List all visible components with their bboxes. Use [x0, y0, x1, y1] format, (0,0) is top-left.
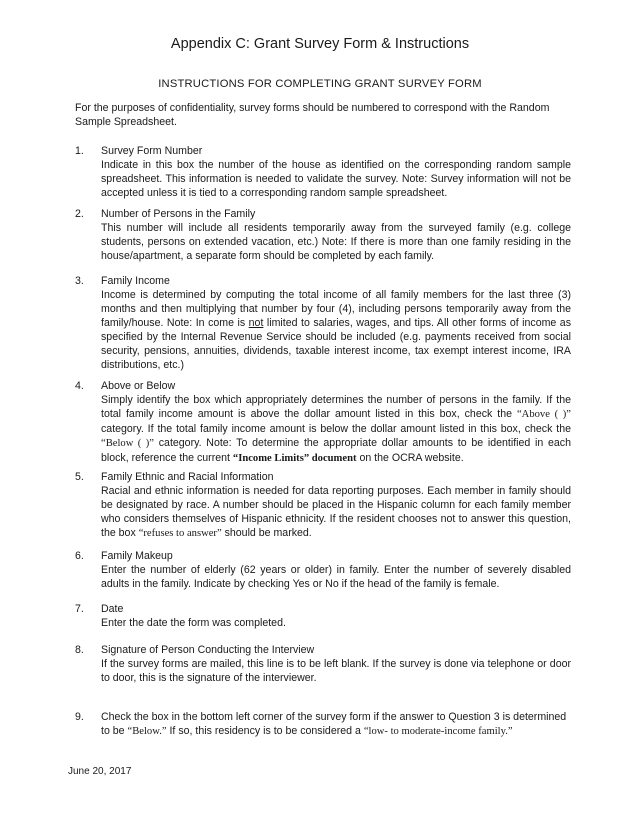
item-text: Racial and ethnic information is needed for data reporting purposes. Each member in family should be designated by race. A number should be placed in the Hispanic column for each family member who considers themselves of Hispanic ethnicity. If the resident chooses not to answer this question, the box — [101, 485, 571, 539]
item-title: Signature of Person Conducting the Interview — [101, 644, 315, 656]
item-title: Number of Persons in the Family — [101, 208, 256, 220]
instructions-heading: INSTRUCTIONS FOR COMPLETING GRANT SURVEY FORM — [158, 78, 482, 90]
item-number: 4. — [75, 380, 84, 392]
item-number: 6. — [75, 550, 84, 562]
item-number: 2. — [75, 208, 84, 220]
item-body — [101, 710, 571, 739]
item-title: Survey Form Number — [101, 145, 203, 157]
item-title: Family Ethnic and Racial Information — [101, 471, 274, 483]
item-body: If the survey forms are mailed, this line is to be left blank. If the survey is done via telephone or door to door, this is the signature of the interviewer. — [101, 658, 571, 684]
item-number: 5. — [75, 471, 84, 483]
item-text: Check the box in the bottom left corner of the survey form if the answer to Question 3 is determined to be — [101, 711, 567, 737]
item-title: Date — [101, 603, 124, 615]
item-text: on the OCRA website. — [356, 452, 464, 464]
item-text: Income is determined by computing the total income of all family members for the last three (3) months and then multiplying that number by four (4), including persons temporarily away from the family/house. Note: In come is — [101, 289, 571, 329]
item-text: limited to salaries, wages, and tips. All other forms of income as specified by the Internal Revenue Service should be included (e.g. payments received from social security, pensions, annuities, dividends, taxable interest income, tax exempt interest income, IRA distributions, etc.) — [101, 317, 571, 371]
item-number: 9. — [75, 711, 84, 723]
below-label: “Below ( )” — [101, 438, 155, 449]
underlined-not: not — [248, 317, 264, 329]
item-body: This number will include all residents temporarily away from the surveyed family (e.g. college students, persons on extended vacation, etc.) Note: If there is more than one family residing in the house/apartment, a separate form should be completed by each family. — [101, 222, 571, 262]
item-body: Enter the number of elderly (62 years or older) in family. Enter the number of severely disabled adults in the family. Indicate by checking Yes or No if the head of the family is female. — [101, 564, 571, 590]
item-number: 7. — [75, 603, 84, 615]
item-number: 1. — [75, 145, 84, 157]
item-title: Family Makeup — [101, 550, 173, 562]
lmi-label: “low- to moderate-income family.” — [363, 726, 513, 737]
item-number: 3. — [75, 275, 84, 287]
item-title: Family Income — [101, 275, 170, 287]
item-body — [101, 393, 571, 466]
item-body: Enter the date the form was completed. — [101, 617, 286, 629]
item-text: should be marked. — [221, 527, 312, 539]
item-body: Indicate in this box the number of the house as identified on the corresponding random sample spreadsheet. This information is needed to validate the survey. Note: Survey information will not be accepted unless it is tied to a corresponding random sample spreadsheet. — [101, 159, 571, 199]
item-text: category. Note: To determine the appropriate dollar amounts to be identified in each block, reference the current — [101, 437, 571, 464]
intro-paragraph: For the purposes of confidentiality, survey forms should be numbered to correspond with the Random Sample Spreadsheet. — [75, 102, 550, 128]
item-text: Simply identify the box which appropriately determines the number of persons in the family. If the total family income amount is above the dollar amount listed in this box, check the — [101, 394, 571, 420]
item-text: If so, this residency is to be considered a — [166, 725, 364, 737]
item-text: category. If the total family income amount is below the dollar amount listed in this box, check the — [101, 423, 571, 435]
income-limits-reference: “Income Limits” document — [232, 453, 357, 464]
refuses-label: “refuses to answer” — [138, 528, 222, 539]
footer-date: June 20, 2017 — [68, 766, 132, 777]
item-body — [101, 288, 571, 372]
item-number: 8. — [75, 644, 84, 656]
below-label: “Below.” — [127, 726, 167, 737]
above-label: “Above ( )” — [516, 409, 572, 420]
item-title: Above or Below — [101, 380, 176, 392]
page-title: Appendix C: Grant Survey Form & Instructions — [170, 36, 470, 52]
item-body — [101, 484, 571, 541]
